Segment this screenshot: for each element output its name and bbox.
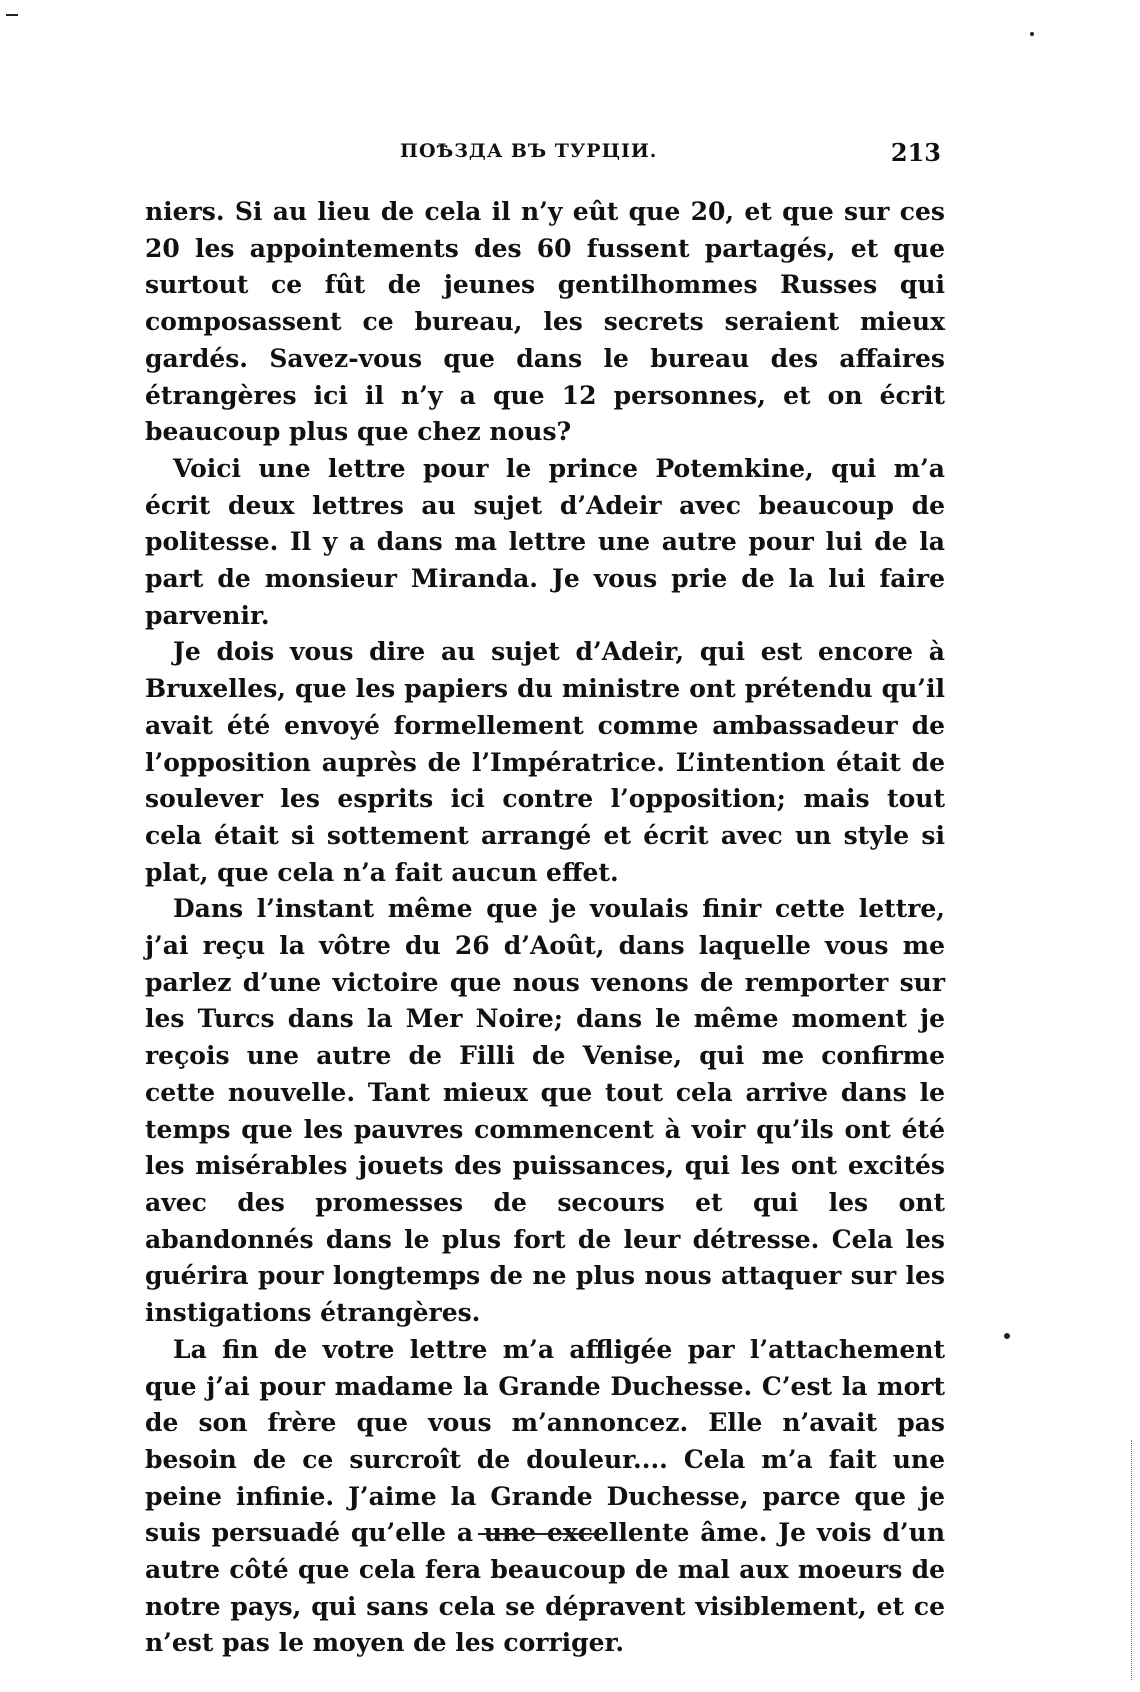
body-text	[145, 194, 945, 1662]
scan-speck	[1030, 32, 1034, 36]
paragraph: niers. Si au lieu de cela il n’y eût que 20, et que sur ces 20 les appointements des 60 fussent partagés, et que surtout ce fût de jeunes gentilhommes Russes qui composassent ce bureau, les secrets seraient mieux gardés. Savez-vous que dans le bureau des affaires étrangères ici il n’y a que 12 personnes, et on écrit beaucoup plus que chez nous?	[145, 197, 945, 447]
paragraph: Je dois vous dire au sujet d’Adeir, qui est encore à Bruxelles, que les papiers du ministre ont prétendu qu’il avait été envoyé formellement comme ambassadeur de l’opposition auprès de l’Impératrice. L’intention était de soulever les esprits ici contre l’opposition; mais tout cela était si sottement arrangé et écrit avec un style si plat, que cela n’a fait aucun effet.	[145, 637, 945, 887]
page-header	[145, 138, 945, 172]
end-rule	[478, 1533, 608, 1535]
paragraph: Voici une lettre pour le prince Potemkine, qui m’a écrit deux lettres au sujet d’Adeir avec beaucoup de politesse. Il y a dans ma lettre une autre pour lui de la part de monsieur Miranda. Je vous prie de la lui faire parvenir.	[145, 453, 945, 630]
scan-speck	[1004, 1333, 1010, 1339]
page-number: 213	[890, 138, 941, 167]
paragraph: Dans l’instant même que je voulais finir cette lettre, j’ai reçu la vôtre du 26 d’Août, dans laquelle vous me parlez d’une victoire que nous venons de remporter sur les Turcs dans la Mer Noire; dans le même moment je reçois une autre de Filli de Venise, qui me confirme cette nouvelle. Tant mieux que tout cela arrive dans le temps que les pauvres commencent à voir qu’ils ont été les misérables jouets des puissances, qui les ont excités avec des promesses de secours et qui les ont abandonnés dans le plus fort de leur détresse. Cela les guérira pour longtemps de ne plus nous attaquer sur les instigations étrangères.	[145, 894, 945, 1328]
page-edge-mark	[1131, 1440, 1133, 1680]
running-title: ПОѢЗДА ВЪ ТУРЦІИ.	[400, 140, 658, 162]
paragraph: La fin de votre lettre m’a affligée par l’attachement que j’ai pour madame la Grande Duchesse. C’est la mort de son frère que vous m’annoncez. Elle n’avait pas besoin de ce surcroît de douleur.... Cela m’a fait une peine infinie. J’aime la Grande Duchesse, parce que je suis persuadé qu’elle a une excellente âme. Je vois d’un autre côté que cela fera beaucoup de mal aux moeurs de notre pays, qui sans cela se dépravent visiblement, et ce n’est pas le moyen de les corriger.	[145, 1334, 945, 1658]
scan-mark	[6, 14, 18, 16]
